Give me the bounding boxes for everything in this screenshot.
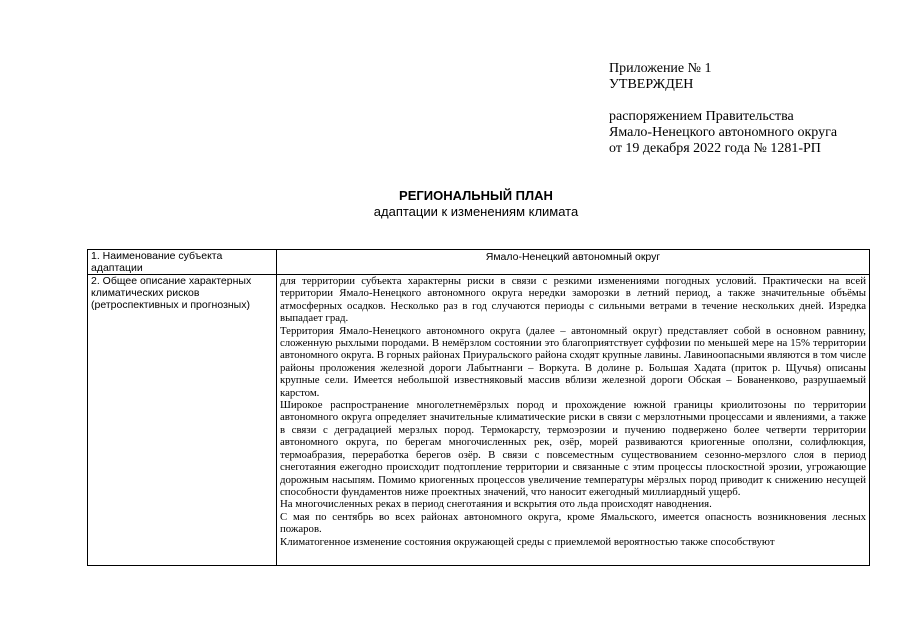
document-subtitle: адаптации к изменениям климата xyxy=(373,204,579,219)
plan-table xyxy=(87,249,870,566)
paragraph: Широкое распространение многолетнемёрзлых пород и прохождение южной границы криолитозоны по территории автономного округа определяет значительные климатические риски в связи с мерзлотными процессами и явлениями, а также в связи с деградацией мерзлых пород. Термокарсту, термоэрозии и пучению подвержено более четверти территории автономного округа, по берегам многочисленных рек, озёр, морей развиваются криогенные оползни, солифлюкция, термоабразия, переработка берегов озёр. В связи с повсеместным существованием сезонно-мерзлого слоя в период снеготаяния ежегодно происходит подтопление территории и связанные с этим процессы плоскостной эрозии, угрожающие дорожным насыпям. Помимо криогенных процессов увеличение температуры мёрзлых пород приводит к снижению несущей способности фундаментов ниже проектных значений, что наносит ежегодный миллиардный ущерб. xyxy=(280,399,866,498)
row2-label: 2. Общее описание характерных климатических рисков (ретроспективных и прогнозных) xyxy=(88,275,277,566)
table-row xyxy=(88,275,870,566)
paragraph: Территория Ямало-Ненецкого автономного округа (далее – автономный округ) представляет собой в основном равнину, сложенную рыхлыми породами. В немёрзлом состоянии это благоприятствует суффозии по меньшей мере на 15% территории автономного округа. В горных районах Приуральского района сходят крупные лавины. Лавиноопасными являются в том числе районы проложения железной дороги Лабытнанги – Воркута. В долине р. Большая Хадата (приток р. Щучья) описаны крупные сели. Имеется небольшой известняковый массив вблизи железной дороги Обская – Бованенково, разрушаемый карстом. xyxy=(280,324,866,399)
appendix-number: Приложение № 1 xyxy=(609,61,712,76)
order-line: распоряжением Правительства xyxy=(609,109,794,124)
order-date-line: от 19 декабря 2022 года № 1281-РП xyxy=(609,141,821,156)
paragraph: для территории субъекта характерны риски в связи с резкими изменениями погодных условий. Практически на всей территории Ямало-Ненецкого автономного округа нередки заморозки в летний период, а также значительные объёмы атмосферных осадков. Несколько раз в год случаются периоды с сильными ветрами в течение нескольких дней. Изредка выпадает град. xyxy=(280,275,866,325)
row1-label: 1. Наименование субъекта адаптации xyxy=(88,250,277,275)
paragraph: С мая по сентябрь во всех районах автономного округа, кроме Ямальского, имеется опасность возникновения лесных пожаров. xyxy=(280,510,866,536)
approval-stamp xyxy=(609,61,889,157)
approved-label: УТВЕРЖДЕН xyxy=(609,77,694,92)
table-row xyxy=(88,250,870,275)
government-line: Ямало-Ненецкого автономного округа xyxy=(609,125,838,140)
row1-value: Ямало-Ненецкий автономный округ xyxy=(277,250,870,275)
document-title: РЕГИОНАЛЬНЫЙ ПЛАН xyxy=(399,188,553,203)
risk-description-text xyxy=(280,275,866,565)
paragraph: Климатогенное изменение состояния окружающей среды с приемлемой вероятностью также способствуют xyxy=(280,535,775,548)
approval-gap xyxy=(609,93,889,109)
document-heading xyxy=(0,188,905,220)
paragraph: На многочисленных реках в период снеготаяния и вскрытия ото льда происходят наводнения. xyxy=(280,498,712,511)
risk-description xyxy=(277,275,870,566)
